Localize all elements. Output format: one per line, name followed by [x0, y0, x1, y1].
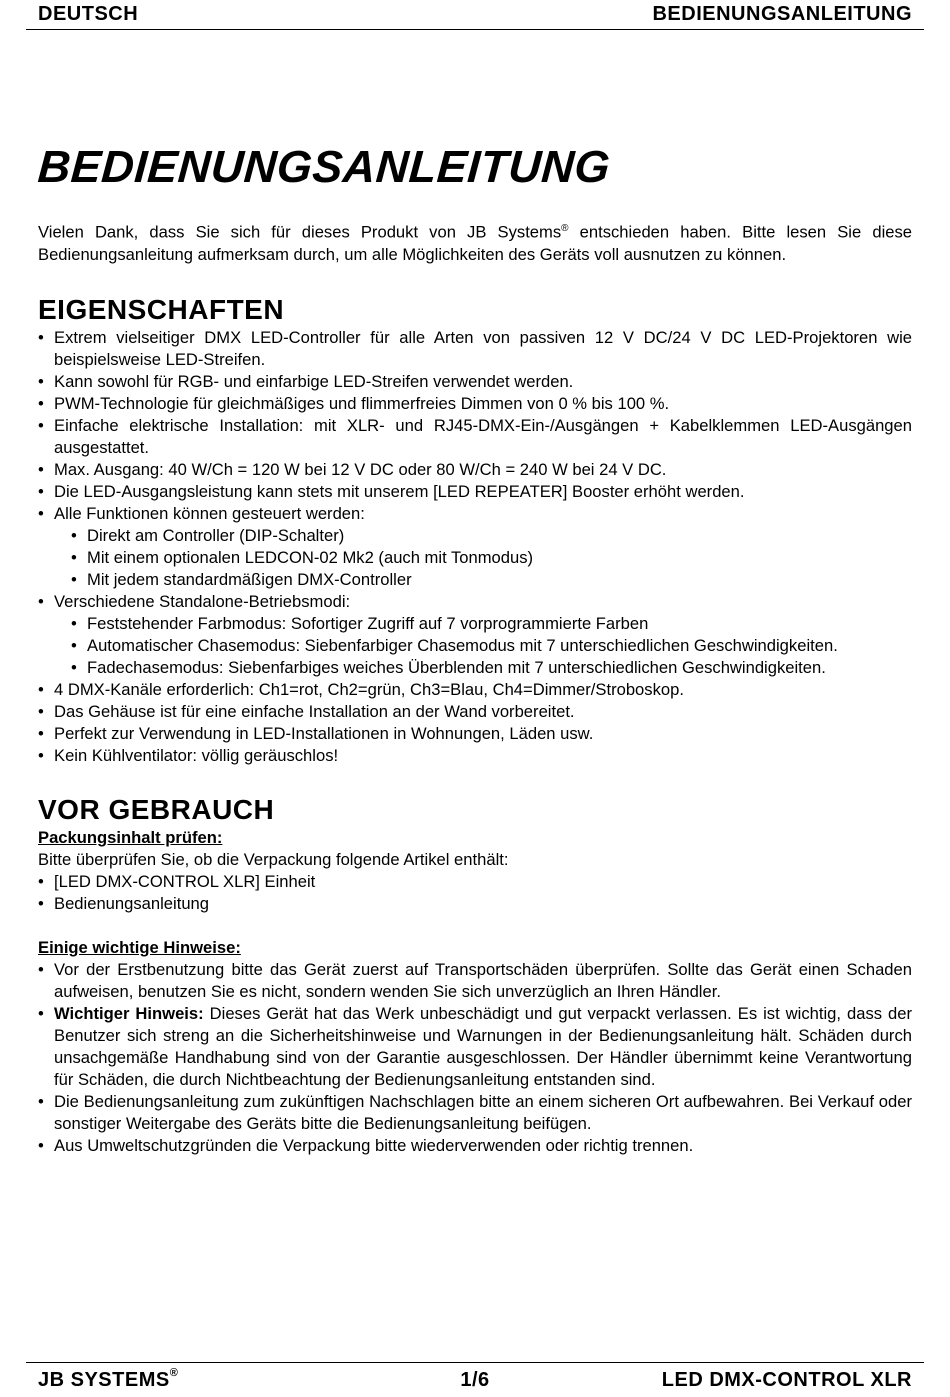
modes-list — [38, 591, 912, 613]
section-heading-vor-gebrauch: VOR GEBRAUCH — [38, 793, 275, 825]
list-item: • Mit jedem standardmäßigen DMX-Controller — [71, 569, 912, 591]
header-language: DEUTSCH — [38, 3, 139, 25]
list-item: • Aus Umweltschutzgründen die Verpackung bitte wiederverwenden oder richtig trennen. — [38, 1135, 912, 1157]
section-heading-eigenschaften: EIGENSCHAFTEN — [38, 293, 285, 325]
intro-text-2: entschieden haben. Bitte lesen Sie diese Bedienungsanleitung aufmerksam durch, um alle Möglichkeiten des Geräts voll ausnutzen zu können. — [38, 222, 913, 264]
brand-name: JB SYSTEMS — [38, 1369, 170, 1391]
list-item: • Automatischer Chasemodus: Siebenfarbiger Chasemodus mit 7 unterschiedlichen Geschwindigkeiten. — [71, 635, 912, 657]
footer-brand — [38, 1369, 329, 1392]
list-item: • [LED DMX-CONTROL XLR] Einheit — [38, 871, 912, 893]
list-item: • PWM-Technologie für gleichmäßiges und flimmerfreies Dimmen von 0 % bis 100 %. — [38, 393, 912, 415]
footer-product: LED DMX-CONTROL XLR — [661, 1369, 912, 1391]
header-doc-type: BEDIENUNGSANLEITUNG — [652, 3, 912, 25]
standalone-modes-list — [38, 613, 912, 679]
important-note-text: Dieses Gerät hat das Werk unbeschädigt und gut verpackt verlassen. Es ist wichtig, dass der Benutzer sich streng an die Sicherheitshinweise und Warnungen in der Bedienungsanleitung hält. Schäden durch unsachgemäße Handhabung sind von der Garantie ausgeschlossen. Der Händler übernimmt keine Verantwortung für Schäden, die durch Nichtbeachtung der Bedienungsanleitung entstanden sind. — [54, 1003, 913, 1089]
list-item — [38, 1003, 912, 1091]
control-options-list — [38, 525, 912, 591]
registered-mark: ® — [169, 1367, 179, 1379]
list-item: • Feststehender Farbmodus: Sofortiger Zugriff auf 7 vorprogrammierte Farben — [71, 613, 912, 635]
package-intro: Bitte überprüfen Sie, ob die Verpackung folgende Artikel enthält: — [38, 849, 509, 869]
subheading-package-contents: Packungsinhalt prüfen: — [38, 827, 223, 847]
list-item: • Kann sowohl für RGB- und einfarbige LED-Streifen verwendet werden. — [38, 371, 912, 393]
list-item: • Kein Kühlventilator: völlig geräuschlos! — [38, 745, 912, 767]
list-item: • Bedienungsanleitung — [38, 893, 912, 915]
list-item: • 4 DMX-Kanäle erforderlich: Ch1=rot, Ch2=grün, Ch3=Blau, Ch4=Dimmer/Stroboskop. — [38, 679, 912, 701]
features-list — [38, 327, 912, 525]
page-footer — [26, 1362, 924, 1397]
list-item: • Perfekt zur Verwendung in LED-Installationen in Wohnungen, Läden usw. — [38, 723, 912, 745]
intro-paragraph — [38, 218, 912, 266]
registered-mark: ® — [561, 223, 569, 234]
page-number: 1/6 — [460, 1369, 490, 1391]
page-header — [26, 0, 924, 30]
document-title: BEDIENUNGSANLEITUNG — [36, 141, 612, 192]
important-note-label: Wichtiger Hinweis: — [54, 1003, 204, 1023]
list-item: • Vor der Erstbenutzung bitte das Gerät zuerst auf Transportschäden überprüfen. Sollte das Gerät einen Schaden aufweisen, benutzen Sie es nicht, sondern wenden Sie sich unverzüglich an Ihren Händler. — [38, 959, 912, 1003]
list-item: • Max. Ausgang: 40 W/Ch = 120 W bei 12 V DC oder 80 W/Ch = 240 W bei 24 V DC. — [38, 459, 912, 481]
list-item: • Verschiedene Standalone-Betriebsmodi: — [38, 591, 912, 613]
package-contents-list — [38, 871, 912, 915]
subheading-important-notes: Einige wichtige Hinweise: — [38, 937, 241, 957]
list-item: • Die Bedienungsanleitung zum zukünftigen Nachschlagen bitte an einem sicheren Ort aufbewahren. Bei Verkauf oder sonstiger Weitergabe des Geräts bitte die Bedienungsanleitung beifügen. — [38, 1091, 912, 1135]
features-list-continued — [38, 679, 912, 767]
list-item: • Mit einem optionalen LEDCON-02 Mk2 (auch mit Tonmodus) — [71, 547, 912, 569]
list-item: • Einfache elektrische Installation: mit XLR- und RJ45-DMX-Ein-/Ausgängen + Kabelklemmen LED-Ausgängen ausgestattet. — [38, 415, 912, 459]
list-item: • Die LED-Ausgangsleistung kann stets mit unserem [LED REPEATER] Booster erhöht werden. — [38, 481, 912, 503]
page-content — [38, 138, 912, 1157]
intro-text-1: Vielen Dank, dass Sie sich für dieses Produkt von JB Systems — [38, 222, 562, 242]
list-item: • Alle Funktionen können gesteuert werden: — [38, 503, 912, 525]
important-notes-list — [38, 959, 912, 1157]
list-item: • Fadechasemodus: Siebenfarbiges weiches Überblenden mit 7 unterschiedlichen Geschwindigkeiten. — [71, 657, 912, 679]
list-item: • Direkt am Controller (DIP-Schalter) — [71, 525, 912, 547]
list-item: • Extrem vielseitiger DMX LED-Controller für alle Arten von passiven 12 V DC/24 V DC LED-Projektoren wie beispielsweise LED-Streifen. — [38, 327, 912, 371]
list-item: • Das Gehäuse ist für eine einfache Installation an der Wand vorbereitet. — [38, 701, 912, 723]
